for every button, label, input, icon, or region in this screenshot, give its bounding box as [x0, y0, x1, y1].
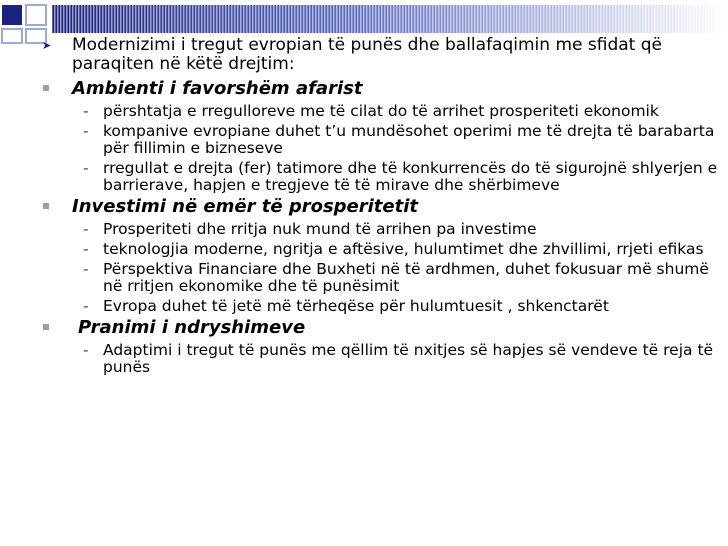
heading-text: Pranimi i ndryshimeve [78, 317, 306, 338]
dash-bullet-icon: - [83, 341, 89, 359]
sub-bullet: - Prosperiteti dhe rritja nuk mund të arrihen pa investime [83, 220, 537, 238]
sub-bullet: - përshtatja e rregulloreve me të cilat do të arrihet prosperiteti ekonomik [83, 102, 659, 120]
bullet-text: Modernizimi i tregut evropian të punës dhe ballafaqimin me sfidat që paraqiten në këtë drejtim: [72, 35, 662, 74]
slide-content [40, 36, 720, 376]
heading-business-environment [40, 79, 720, 98]
square-bullet-icon [43, 85, 49, 91]
sub-bullet: - Evropa duhet të jetë më tërheqëse për hulumtuesit , shkenctarët [83, 297, 609, 315]
heading-text: Investimi në emër të prosperitetit [72, 196, 418, 217]
heading-text: Ambienti i favorshëm afarist [72, 78, 363, 99]
dash-bullet-icon: - [83, 240, 89, 258]
square-bullet-icon [43, 324, 49, 330]
square-bullet-icon [43, 203, 49, 209]
dash-bullet-icon: - [83, 220, 89, 238]
dash-bullet-icon: - [83, 297, 89, 315]
sub-bullet: - Përspektiva Financiare dhe Buxheti në të ardhmen, duhet fokusuar më shumë në rritjen ekonomike dhe të punësimit [83, 260, 709, 295]
sub-bullet: - rregullat e drejta (fer) tatimore dhe të konkurrencës do të sigurojnë shlyerjen e barrierave, hapjen e tregjeve të të mirave dhe shërbimeve [83, 159, 718, 194]
sub-bullet: - Adaptimi i tregut të punës me qëllim të nxitjes së hapjes së vendeve të reja të punës [83, 341, 714, 376]
dash-bullet-icon: - [83, 102, 89, 120]
heading-investment [40, 197, 720, 216]
sub-bullet: - kompanive evropiane duhet t’u mundësohet operimi me të drejta të barabarta për fillimin e bizneseve [83, 122, 715, 157]
dash-bullet-icon: - [83, 122, 89, 140]
arrow-bullet-icon: ➤ [42, 39, 52, 52]
dash-bullet-icon: - [83, 260, 89, 278]
dash-bullet-icon: - [83, 159, 89, 177]
heading-accepting-change [40, 318, 720, 337]
bullet-modernization [40, 36, 720, 74]
sub-bullet: - teknologjia moderne, ngritja e aftësive, hulumtimet dhe zhvillimi, rrjeti efikas [83, 240, 704, 258]
